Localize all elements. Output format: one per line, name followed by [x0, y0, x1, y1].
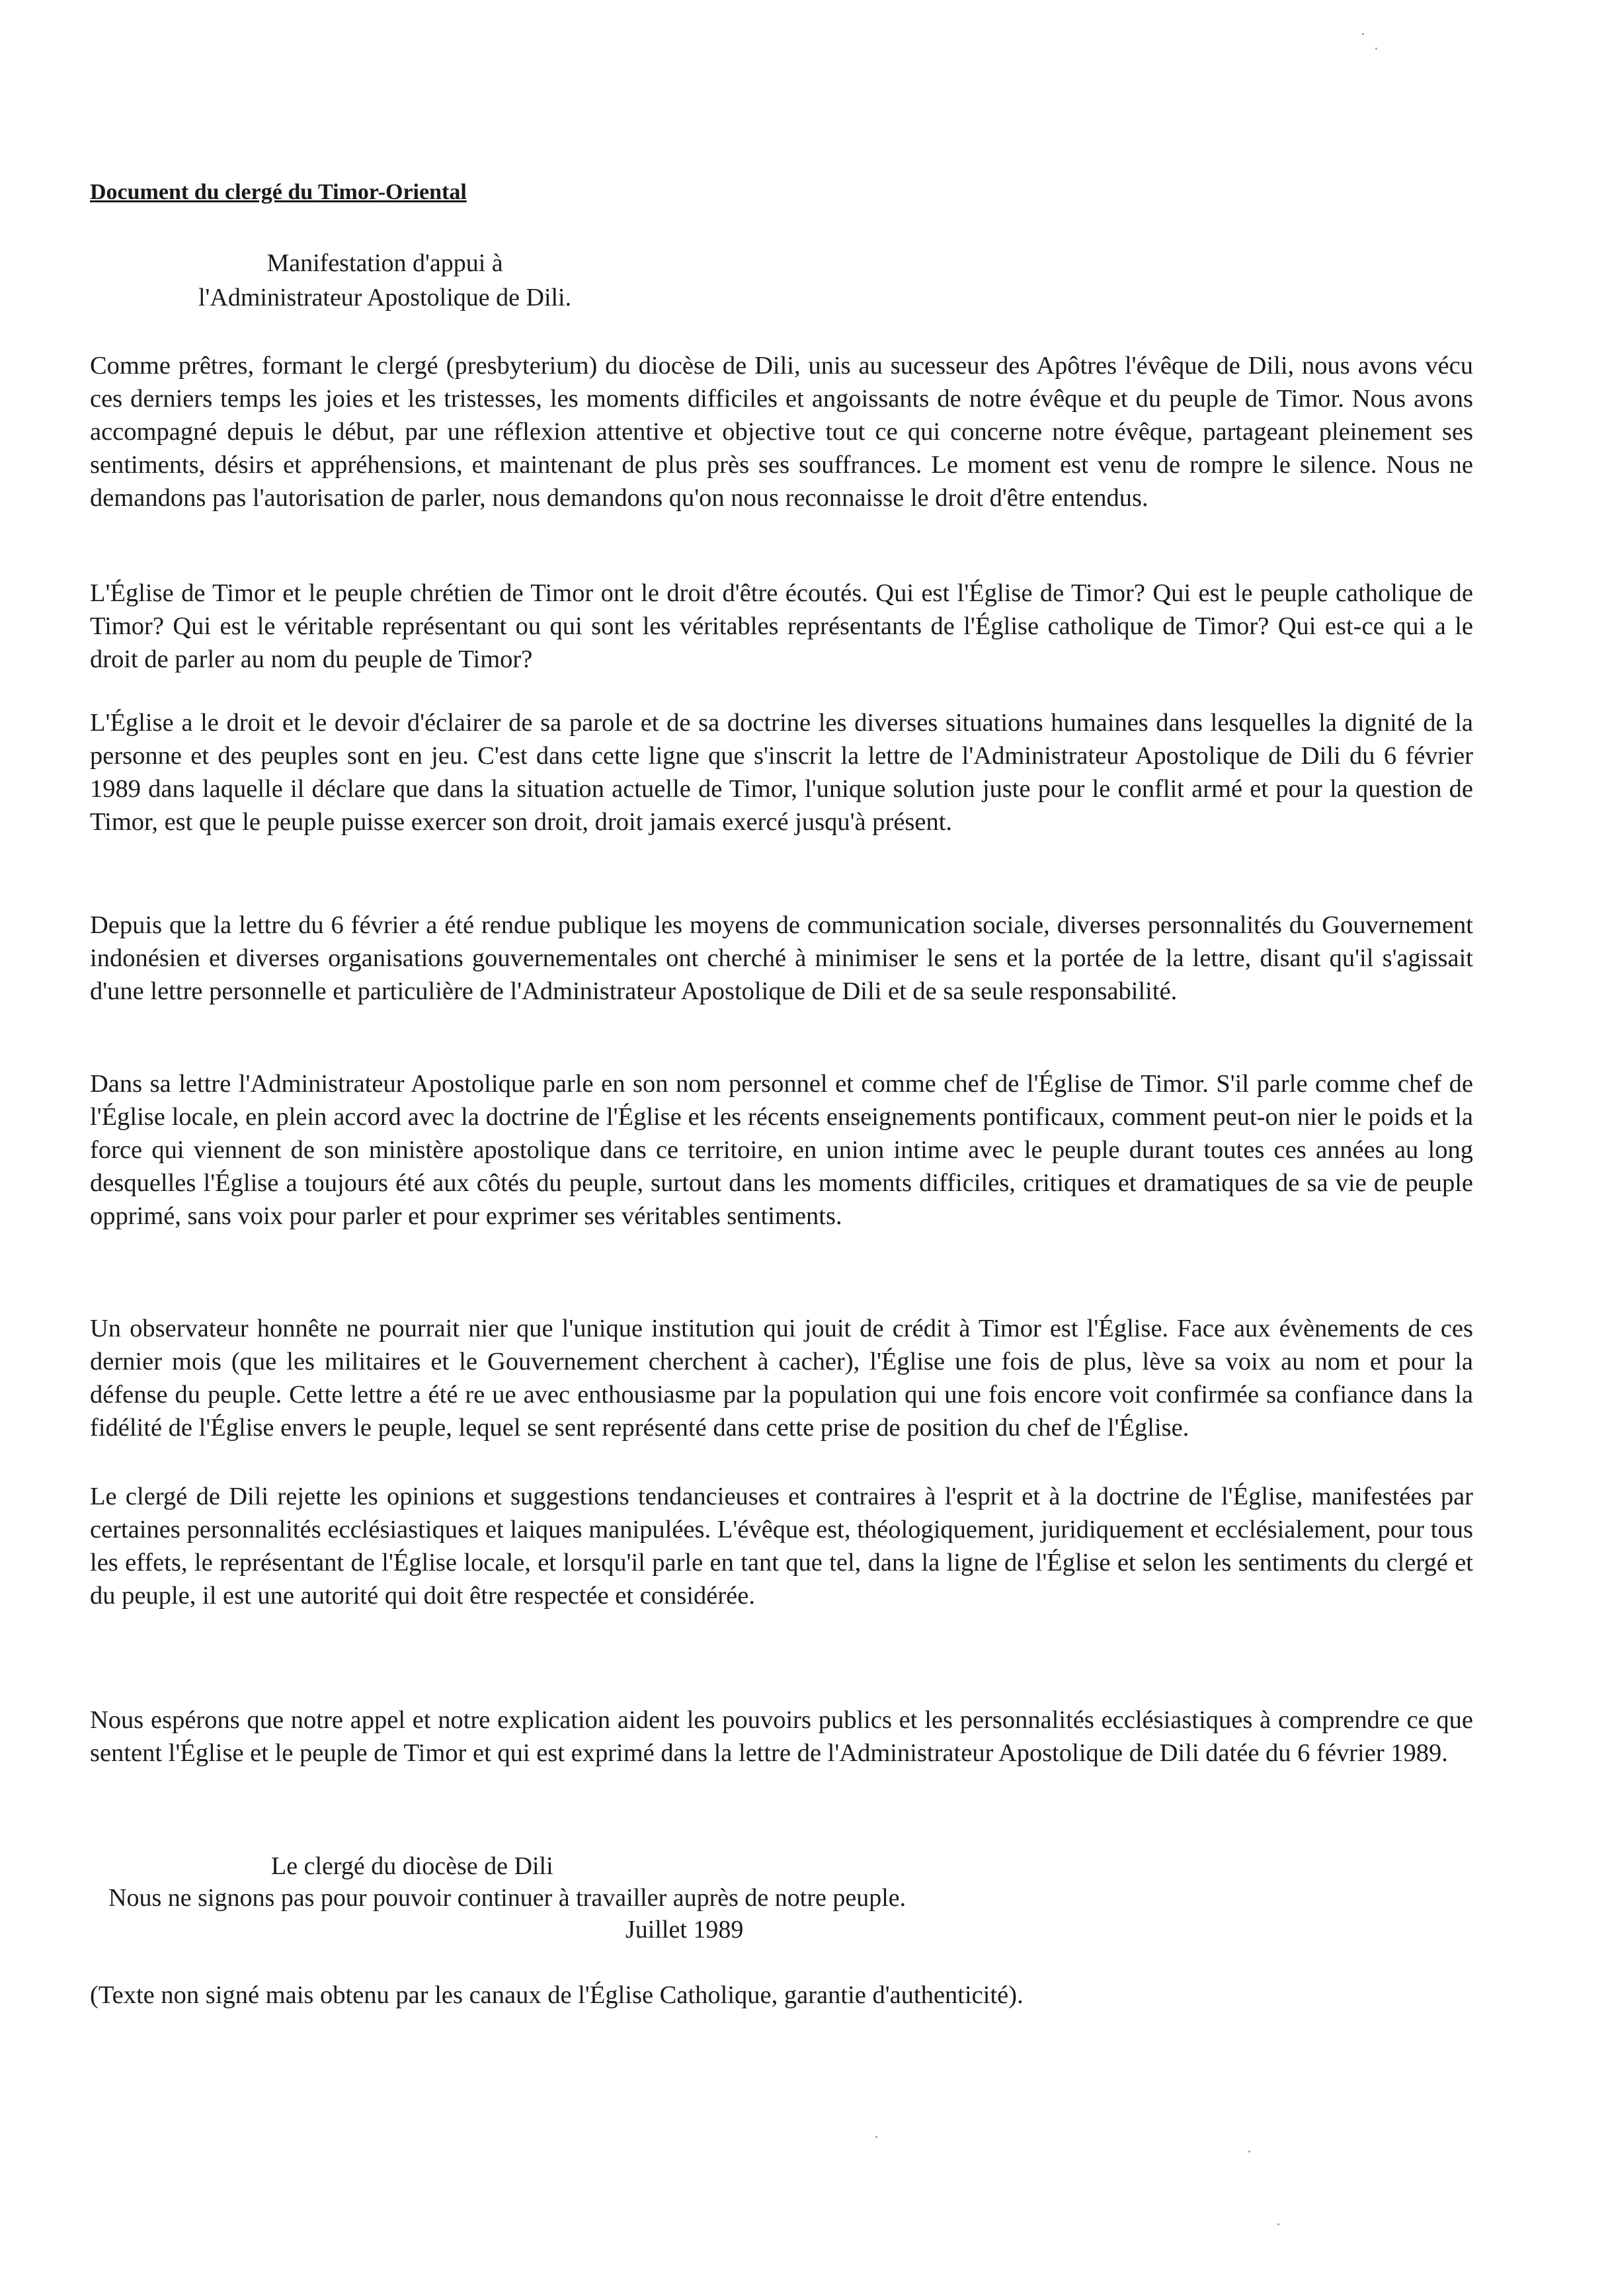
- paragraph-3: L'Église a le droit et le devoir d'éclairer de sa parole et de sa doctrine les diverses situations humaines dans lesquelles la dignité de la personne et des peuples sont en jeu. C'est dans cette ligne que s'inscrit la lettre de l'Administrateur Apostolique de Dili du 6 février 1989 dans laquelle il déclare que dans la situation actuelle de Timor, l'unique solution juste pour le conflit armé et pour la question de Timor, est que le peuple puisse exercer son droit, droit jamais exercé jusqu'à présent.: [90, 709, 1473, 836]
- paragraph-4: Depuis que la lettre du 6 février a été rendue publique les moyens de communication sociale, diverses personnalités du Gouvernement indonésien et diverses organisations gouvernementales ont cherché à minimiser le sens et la portée de la lettre, disant qu'il s'agissait d'une lettre personnelle et particulière de l'Administrateur Apostolique de Dili et de sa seule responsabilité.: [90, 911, 1473, 1005]
- paragraph-6: Un observateur honnête ne pourrait nier que l'unique institution qui jouit de crédit à Timor est l'Église. Face aux évènements de ces dernier mois (que les militaires et le Gouvernement cherchent à cacher), l'Église une fois de plus, lève sa voix au nom et pour la défense du peuple. Cette lettre a été re ue avec enthousiasme par la population qui une fois encore voit confirmée sa confiance dans la fidélité de l'Église envers le peuple, lequel se sent représenté dans cette prise de position du chef de l'Église.: [90, 1315, 1473, 1442]
- paragraph-8: Nous espérons que notre appel et notre explication aident les pouvoirs publics et les personnalités ecclésiastiques à comprendre ce que sentent l'Église et le peuple de Timor et qui est exprimé dans la lettre de l'Administrateur Apostolique de Dili datée du 6 février 1989.: [90, 1706, 1473, 1767]
- paragraph-5: Dans sa lettre l'Administrateur Apostolique parle en son nom personnel et comme chef de l'Église de Timor. S'il parle comme chef de l'Église locale, en plein accord avec la doctrine de l'Église et les récents enseignements pontificaux, comment peut-on nier le poids et la force qui viennent de son ministère apostolique dans ce territoire, en union intime avec le peuple durant toutes ces années au long desquelles l'Église a toujours été aux côtés du peuple, surtout dans les moments difficiles, critiques et dramatiques de sa vie de peuple opprimé, sans voix pour parler et pour exprimer ses véritables sentiments.: [90, 1070, 1473, 1230]
- signature-date: Juillet 1989: [625, 1916, 744, 1944]
- paragraph-2: L'Église de Timor et le peuple chrétien de Timor ont le droit d'être écoutés. Qui est l'Église de Timor? Qui est le peuple catholique de Timor? Qui est le véritable représentant ou qui sont les véritables représentants de l'Église catholique de Timor? Qui est-ce qui a le droit de parler au nom du peuple de Timor?: [90, 579, 1473, 673]
- scan-speck: [1362, 33, 1364, 35]
- footnote: (Texte non signé mais obtenu par les canaux de l'Église Catholique, garantie d'authenticité).: [90, 1981, 1024, 2009]
- scan-speck: [1277, 2223, 1279, 2225]
- subtitle-line-2: l'Administrateur Apostolique de Dili.: [198, 284, 572, 311]
- subtitle-line-1: Manifestation d'appui à: [266, 249, 503, 277]
- scan-speck: [1375, 48, 1377, 50]
- scan-speck: [1248, 2151, 1250, 2152]
- paragraph-1: Comme prêtres, formant le clergé (presbyterium) du diocèse de Dili, unis au sucesseur des Apôtres l'évêque de Dili, nous avons vécu ces derniers temps les joies et les tristesses, les moments difficiles et angoissants de notre évêque et du peuple de Timor. Nous avons accompagné depuis le début, par une réflexion attentive et objective tout ce qui concerne notre évêque, partageant pleinement ses sentiments, désirs et appréhensions, et maintenant de plus près ses souffrances. Le moment est venu de rompre le silence. Nous ne demandons pas l'autorisation de parler, nous demandons qu'on nous reconnaisse le droit d'être entendus.: [90, 352, 1473, 512]
- signature-clergy: Le clergé du diocèse de Dili: [271, 1852, 553, 1880]
- scan-speck: [875, 2136, 877, 2138]
- document-subtitle: [198, 246, 571, 315]
- paragraph-7: Le clergé de Dili rejette les opinions et suggestions tendancieuses et contraires à l'esprit et à la doctrine de l'Église, manifestées par certaines personnalités ecclésiastiques et laiques manipulées. L'évêque est, théologiquement, juridiquement et ecclésialement, pour tous les effets, le représentant de l'Église locale, et lorsqu'il parle en tant que tel, dans la ligne de l'Église et selon les sentiments du clergé et du peuple, il est une autorité qui doit être respectée et considérée.: [90, 1483, 1473, 1610]
- signature-statement: Nous ne signons pas pour pouvoir continuer à travailler auprès de notre peuple.: [108, 1884, 906, 1912]
- document-title: Document du clergé du Timor-Oriental: [90, 180, 467, 204]
